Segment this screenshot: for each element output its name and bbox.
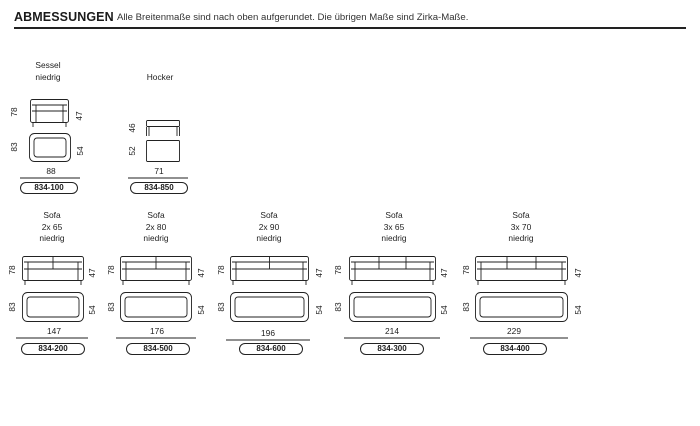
top-view-drawing	[120, 292, 192, 322]
seat-height-dim: 47	[87, 268, 97, 278]
width-dim: 176	[150, 326, 164, 336]
depth-dim: 83	[461, 302, 471, 312]
seat-height-dim: 47	[439, 268, 449, 278]
seat-depth-dim: 54	[196, 305, 206, 315]
depth-dim: 83	[333, 302, 343, 312]
depth-dim: 83	[9, 142, 19, 152]
width-dim: 71	[154, 166, 164, 176]
front-view-drawing	[30, 99, 69, 129]
product-label: Sofa 3x 65 niedrig	[381, 210, 407, 243]
product-code-badge: 834-300	[360, 343, 424, 355]
depth-dim: 52	[127, 146, 137, 156]
front-view-drawing	[120, 256, 192, 286]
seat-height-dim: 47	[314, 268, 324, 278]
seat-height-dim: 47	[196, 268, 206, 278]
height-dim: 78	[7, 265, 17, 275]
seat-depth-dim: 54	[87, 305, 97, 315]
width-dim: 147	[47, 326, 61, 336]
front-view-drawing	[349, 256, 436, 286]
depth-dim: 83	[216, 302, 226, 312]
front-view-drawing	[146, 120, 180, 138]
width-dim: 88	[46, 166, 56, 176]
product-code-badge: 834-850	[130, 182, 188, 194]
product-label: Sessel niedrig	[35, 60, 61, 82]
height-dim: 78	[333, 265, 343, 275]
top-view-drawing	[230, 292, 309, 322]
product-label: Hocker	[146, 72, 174, 82]
front-view-drawing	[230, 256, 309, 286]
seat-depth-dim: 54	[573, 305, 583, 315]
header-rule	[14, 27, 686, 29]
top-view-drawing	[22, 292, 84, 322]
product-code-badge: 834-100	[20, 182, 78, 194]
top-view-drawing	[146, 140, 180, 162]
product-label: Sofa 3x 70 niedrig	[508, 210, 534, 243]
product-code-badge: 834-400	[483, 343, 547, 355]
seat-height-dim: 47	[573, 268, 583, 278]
top-view-drawing	[475, 292, 568, 322]
product-code-badge: 834-200	[21, 343, 85, 355]
height-dim: 78	[216, 265, 226, 275]
product-label: Sofa 2x 90 niedrig	[256, 210, 282, 243]
depth-dim: 83	[106, 302, 116, 312]
front-view-drawing	[22, 256, 84, 286]
top-view-drawing	[349, 292, 436, 322]
height-dim: 78	[461, 265, 471, 275]
width-dim: 214	[385, 326, 399, 336]
seat-depth-dim: 54	[314, 305, 324, 315]
seat-depth-dim: 54	[439, 305, 449, 315]
seat-depth-dim: 54	[75, 146, 85, 156]
width-dim: 196	[261, 328, 275, 338]
header	[14, 9, 686, 31]
height-dim: 78	[106, 265, 116, 275]
product-label: Sofa 2x 80 niedrig	[143, 210, 169, 243]
product-code-badge: 834-600	[239, 343, 303, 355]
page-title: ABMESSUNGEN	[14, 10, 114, 24]
depth-dim: 83	[7, 302, 17, 312]
product-label: Sofa 2x 65 niedrig	[39, 210, 65, 243]
header-note: Alle Breitenmaße sind nach oben aufgerundet. Die übrigen Maße sind Zirka-Maße.	[117, 12, 469, 23]
seat-height-dim: 47	[74, 111, 84, 121]
height-dim: 46	[127, 123, 137, 133]
width-dim: 229	[507, 326, 521, 336]
product-code-badge: 834-500	[126, 343, 190, 355]
height-dim: 78	[9, 107, 19, 117]
front-view-drawing	[475, 256, 568, 286]
top-view-drawing	[29, 133, 71, 162]
